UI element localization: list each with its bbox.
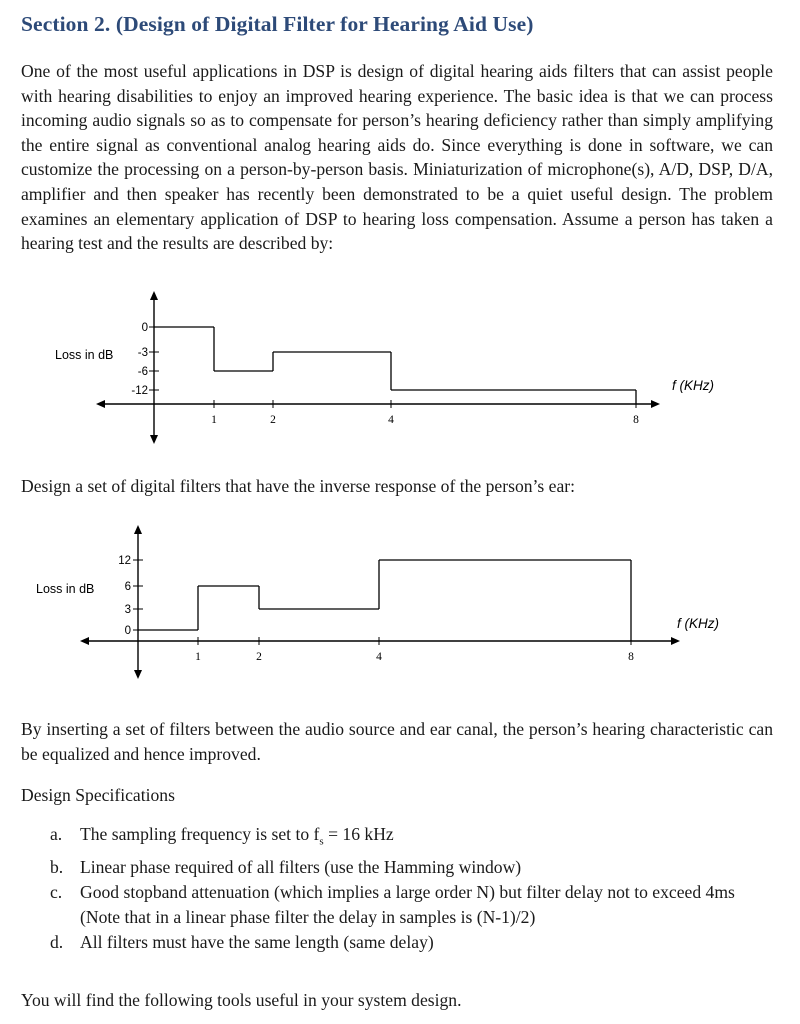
spec-item [50,930,780,955]
y-axis-arrow-up [150,291,158,300]
x-tick-label: 1 [195,651,201,663]
y-tick-label: 6 [124,581,131,593]
y-tick-label: 12 [118,555,131,567]
y-tick-label: 3 [124,604,131,616]
spec-text: Linear phase required of all filters (use the Hamming window) [80,856,522,877]
y-axis-arrow-down [150,435,158,444]
closing-text: You will find the following tools useful in your system design. [21,990,462,1010]
section-title: Section 2. (Design of Digital Filter for Hearing Aid Use) [21,12,534,36]
x-tick-label: 2 [270,414,276,426]
x-axis-arrow-right [651,400,660,408]
x-tick-label: 2 [256,651,262,663]
y-axis-arrow-up [134,525,142,534]
spec-item [50,855,780,880]
spec-text: All filters must have the same length (same delay) [80,931,434,952]
y-axis-label: Loss in dB [55,348,114,362]
equalize-paragraph: By inserting a set of filters between the audio source and ear canal, the person’s hearing characteristic can be equalized and hence improved. [21,719,773,764]
y-tick-label: -3 [137,347,148,359]
x-tick-label: 8 [628,651,634,663]
compensation-filter-chart [0,520,800,685]
y-tick-label: 0 [124,625,131,637]
design-prompt: Design a set of digital filters that have the inverse response of the person’s ear: [21,476,576,496]
x-axis-label: f (KHz) [672,378,714,393]
spec-text: Good stopband attenuation (which implies a large order N) but filter delay not to exceed 4ms [80,881,735,902]
x-axis-arrow-left [80,637,89,645]
intro-paragraph: One of the most useful applications in DSP is design of digital hearing aids filters that can assist people with hearing disabilities to enjoy an improved hearing experience. The basic idea is that we can process incoming audio signals so as to compensate for person’s hearing deficiency rather than simply amplifying the entire signal as conventional analog hearing aids do. Since everything is done in software, we can customize the processing on a person-by-person basis. Miniaturization of microphone(s), A/D, DSP, D/A, amplifier and then speaker has recently been demonstrated to be a quiet useful design. The problem examines an elementary application of DSP to hearing loss compensation. Assume a person has taken a hearing test and the results are described by: [21,61,773,254]
spec-subscript: s [319,835,324,848]
x-axis-arrow-right [671,637,680,645]
spec-marker: b. [50,856,64,877]
y-tick-label: -12 [131,385,148,397]
design-specs-list [50,822,780,955]
spec-item [50,880,780,930]
spec-text: The sampling frequency is set to f [80,824,320,844]
y-tick-label: -6 [137,366,148,378]
spec-item [50,822,780,855]
hearing-loss-chart [0,290,800,450]
x-tick-label: 1 [211,414,217,426]
x-tick-label: 4 [388,414,394,426]
x-axis-label: f (KHz) [677,616,719,631]
spec-marker: c. [50,881,63,902]
spec-marker: d. [50,931,64,952]
y-axis-label: Loss in dB [36,582,95,596]
spec-text-suffix: = 16 kHz [323,824,394,844]
spec-note: (Note that in a linear phase filter the delay in samples is (N-1)/2) [80,906,536,927]
y-tick-label: 0 [141,322,148,334]
x-tick-label: 4 [376,651,382,663]
x-axis-arrow-left [96,400,105,408]
spec-marker: a. [50,824,63,844]
design-specs-heading: Design Specifications [21,785,175,805]
y-axis-arrow-down [134,670,142,679]
x-tick-label: 8 [633,414,639,426]
